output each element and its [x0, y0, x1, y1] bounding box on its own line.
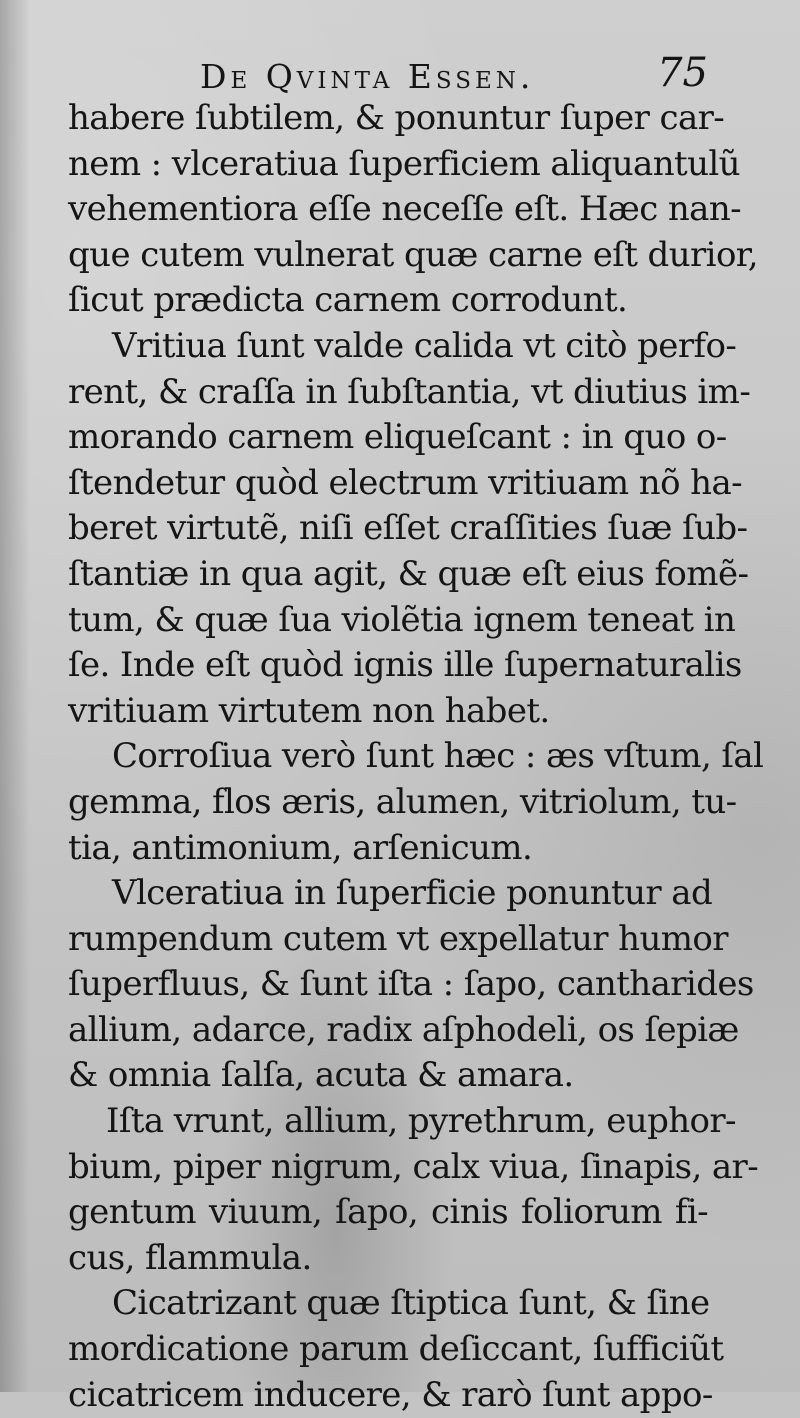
text-line: & omnia ſalſa, acuta & amara.	[68, 1055, 574, 1096]
text-line: allium, adarce, radix aſphodeli, os ſepiæ	[68, 1009, 739, 1050]
text-line: beret virtutẽ, niſi eſſet craſſities ſuæ ſub-	[68, 508, 748, 549]
page-number: 75	[657, 50, 708, 96]
paragraph-start-line: Cicatrizant quæ ſtiptica ſunt, & ſine	[112, 1283, 710, 1324]
text-line: vritiuam virtutem non habet.	[68, 690, 550, 731]
text-line: tia, antimonium, arſenicum.	[68, 827, 533, 868]
text-line: ſe. Inde eſt quòd ignis ille ſupernaturalis	[68, 645, 742, 686]
page-header	[200, 36, 720, 96]
paragraph-start-line: Corroſiua verò ſunt hæc : æs vſtum, ſal	[112, 736, 764, 777]
text-line: ſuperfluus, & ſunt iſta : ſapo, cantharides	[68, 964, 754, 1005]
paragraph-start-line: Vlceratiua in ſuperficie ponuntur ad	[112, 873, 713, 914]
text-line: ſtantiæ in qua agit, & quæ eſt eius fomẽ-	[68, 553, 749, 594]
text-line: que cutem vulnerat quæ carne eſt durior,	[68, 234, 758, 275]
text-line: cus, flammula.	[68, 1237, 312, 1278]
text-line: mordicatione parum deſiccant, ſufficiũt	[68, 1329, 724, 1370]
text-line: tum, & quæ ſua violẽtia ignem teneat in	[68, 599, 736, 640]
paragraph-start-line: Vritiua ſunt valde calida vt citò perfo-	[112, 325, 737, 366]
text-line: rumpendum cutem vt expellatur humor	[68, 918, 728, 959]
paragraph-start-line: Iſta vrunt, allium, pyrethrum, euphor-	[106, 1101, 736, 1142]
text-line: nem : vlceratiua ſuperficiem aliquantulũ	[68, 143, 740, 184]
text-line: ſicut prædicta carnem corrodunt.	[68, 280, 628, 321]
text-line: habere ſubtilem, & ponuntur ſuper car-	[68, 98, 725, 138]
text-line: vehementiora eſſe neceſſe eſt. Hæc nan-	[68, 189, 742, 230]
text-line: morando carnem eliqueſcant : in quo o-	[68, 417, 727, 458]
text-line: gemma, flos æris, alumen, vitriolum, tu-	[68, 781, 737, 822]
text-line: bium, piper nigrum, calx viua, ſinapis, ar-	[68, 1146, 759, 1187]
running-head: De Qvinta Essen.	[200, 57, 535, 96]
text-line: ſtendetur quòd electrum vritiuam nõ ha-	[68, 462, 743, 503]
text-line: cicatricem inducere, & rarò ſunt appo-	[68, 1374, 713, 1415]
text-line: gentum viuum, ſapo, cinis foliorum fi-	[68, 1192, 708, 1233]
body-text	[68, 96, 764, 1418]
text-line: rent, & craſſa in ſubſtantia, vt diutius im-	[68, 371, 751, 412]
